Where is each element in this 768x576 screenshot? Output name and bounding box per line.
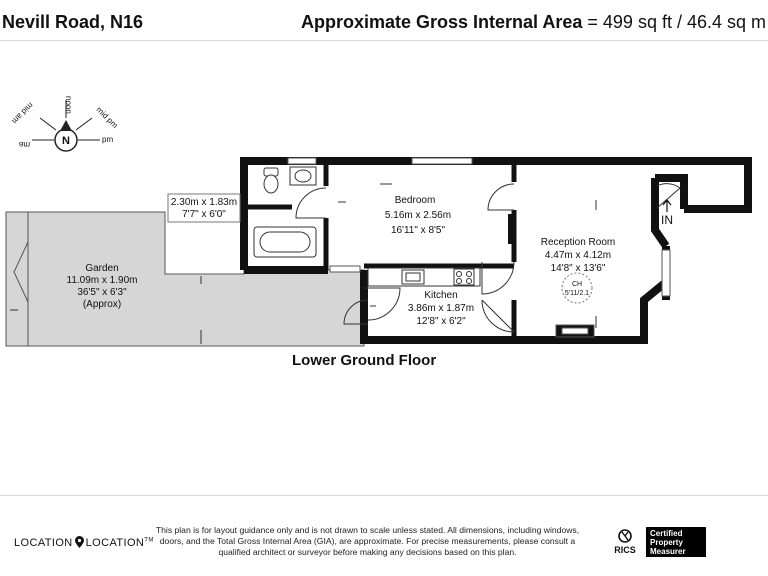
kitchen-imperial: 12'8" x 6'2" [416,316,466,327]
compass-arrow-icon [60,120,72,131]
kitchen-name: Kitchen [424,290,458,301]
ch-label-top: CH [571,281,583,288]
ch-label-bottom: 5'11/2.1 [564,290,590,297]
compass-am: am [18,140,30,149]
kitchen-metric: 3.86m x 1.87m [407,303,475,314]
compass-pm: pm [102,135,114,144]
compass-north: N [62,135,70,147]
entrance-label: IN [661,213,673,227]
brand-tm: TM [144,537,154,544]
compass-mid-pm: mid pm [94,105,120,130]
bay-window [662,250,670,296]
bedroom-wall-block [508,214,516,244]
floor-label: Lower Ground Floor [292,352,437,369]
kitchen-fixtures [368,268,480,286]
reception-imperial: 14'8" x 13'6" [550,263,606,274]
certified-badge [646,527,706,557]
brand-left: LOCATION [14,537,73,549]
certified-line1: Certified [650,529,683,538]
brand-right: LOCATION [85,537,145,549]
footer-divider [0,495,768,496]
gross-area-label: Approximate Gross Internal Area [300,12,583,32]
bathroom-metric: 2.30m x 1.83m [170,197,238,208]
garden-imperial: 36'5" x 6'3" [77,287,127,298]
reception-metric: 4.47m x 4.12m [544,250,612,261]
garden-note: (Approx) [82,299,122,310]
ch-marker [562,273,592,303]
compass-mid-am: mid am [10,100,35,126]
disclaimer-text: This plan is for layout guidance only and is not drawn to scale unless stated. All dimensions, including windows, doors, and the Total Gross Internal Area (GIA), are approximate. For precise measurements, please consult a qualified architect or surveyor before making any decisions based on this plan. [155,525,580,557]
certified-line3: Measurer [650,547,686,556]
certified-line2: Property [650,538,683,547]
bathroom-fixtures [254,167,316,257]
property-address: Nevill Road, N16 [2,12,144,32]
compass-rose [10,96,120,151]
compass-noon: noon [64,96,73,114]
rics-logo [612,529,638,555]
bathroom-imperial: 7'7" x 6'0" [182,209,226,220]
reception-name: Reception Room [540,237,616,248]
map-pin-icon [75,536,84,548]
gross-area-value: = 499 sq ft / 46.4 sq m [582,12,766,32]
bedroom-metric: 5.16m x 2.56m [384,210,452,221]
brand-logo [14,536,154,549]
bedroom-name: Bedroom [394,195,436,206]
garden-metric: 11.09m x 1.90m [66,275,138,286]
rics-text: RICS [614,545,636,555]
bedroom-imperial: 16'11" x 8'5" [390,225,446,236]
garden-name: Garden [85,263,119,274]
rics-emblem-icon [617,529,633,543]
